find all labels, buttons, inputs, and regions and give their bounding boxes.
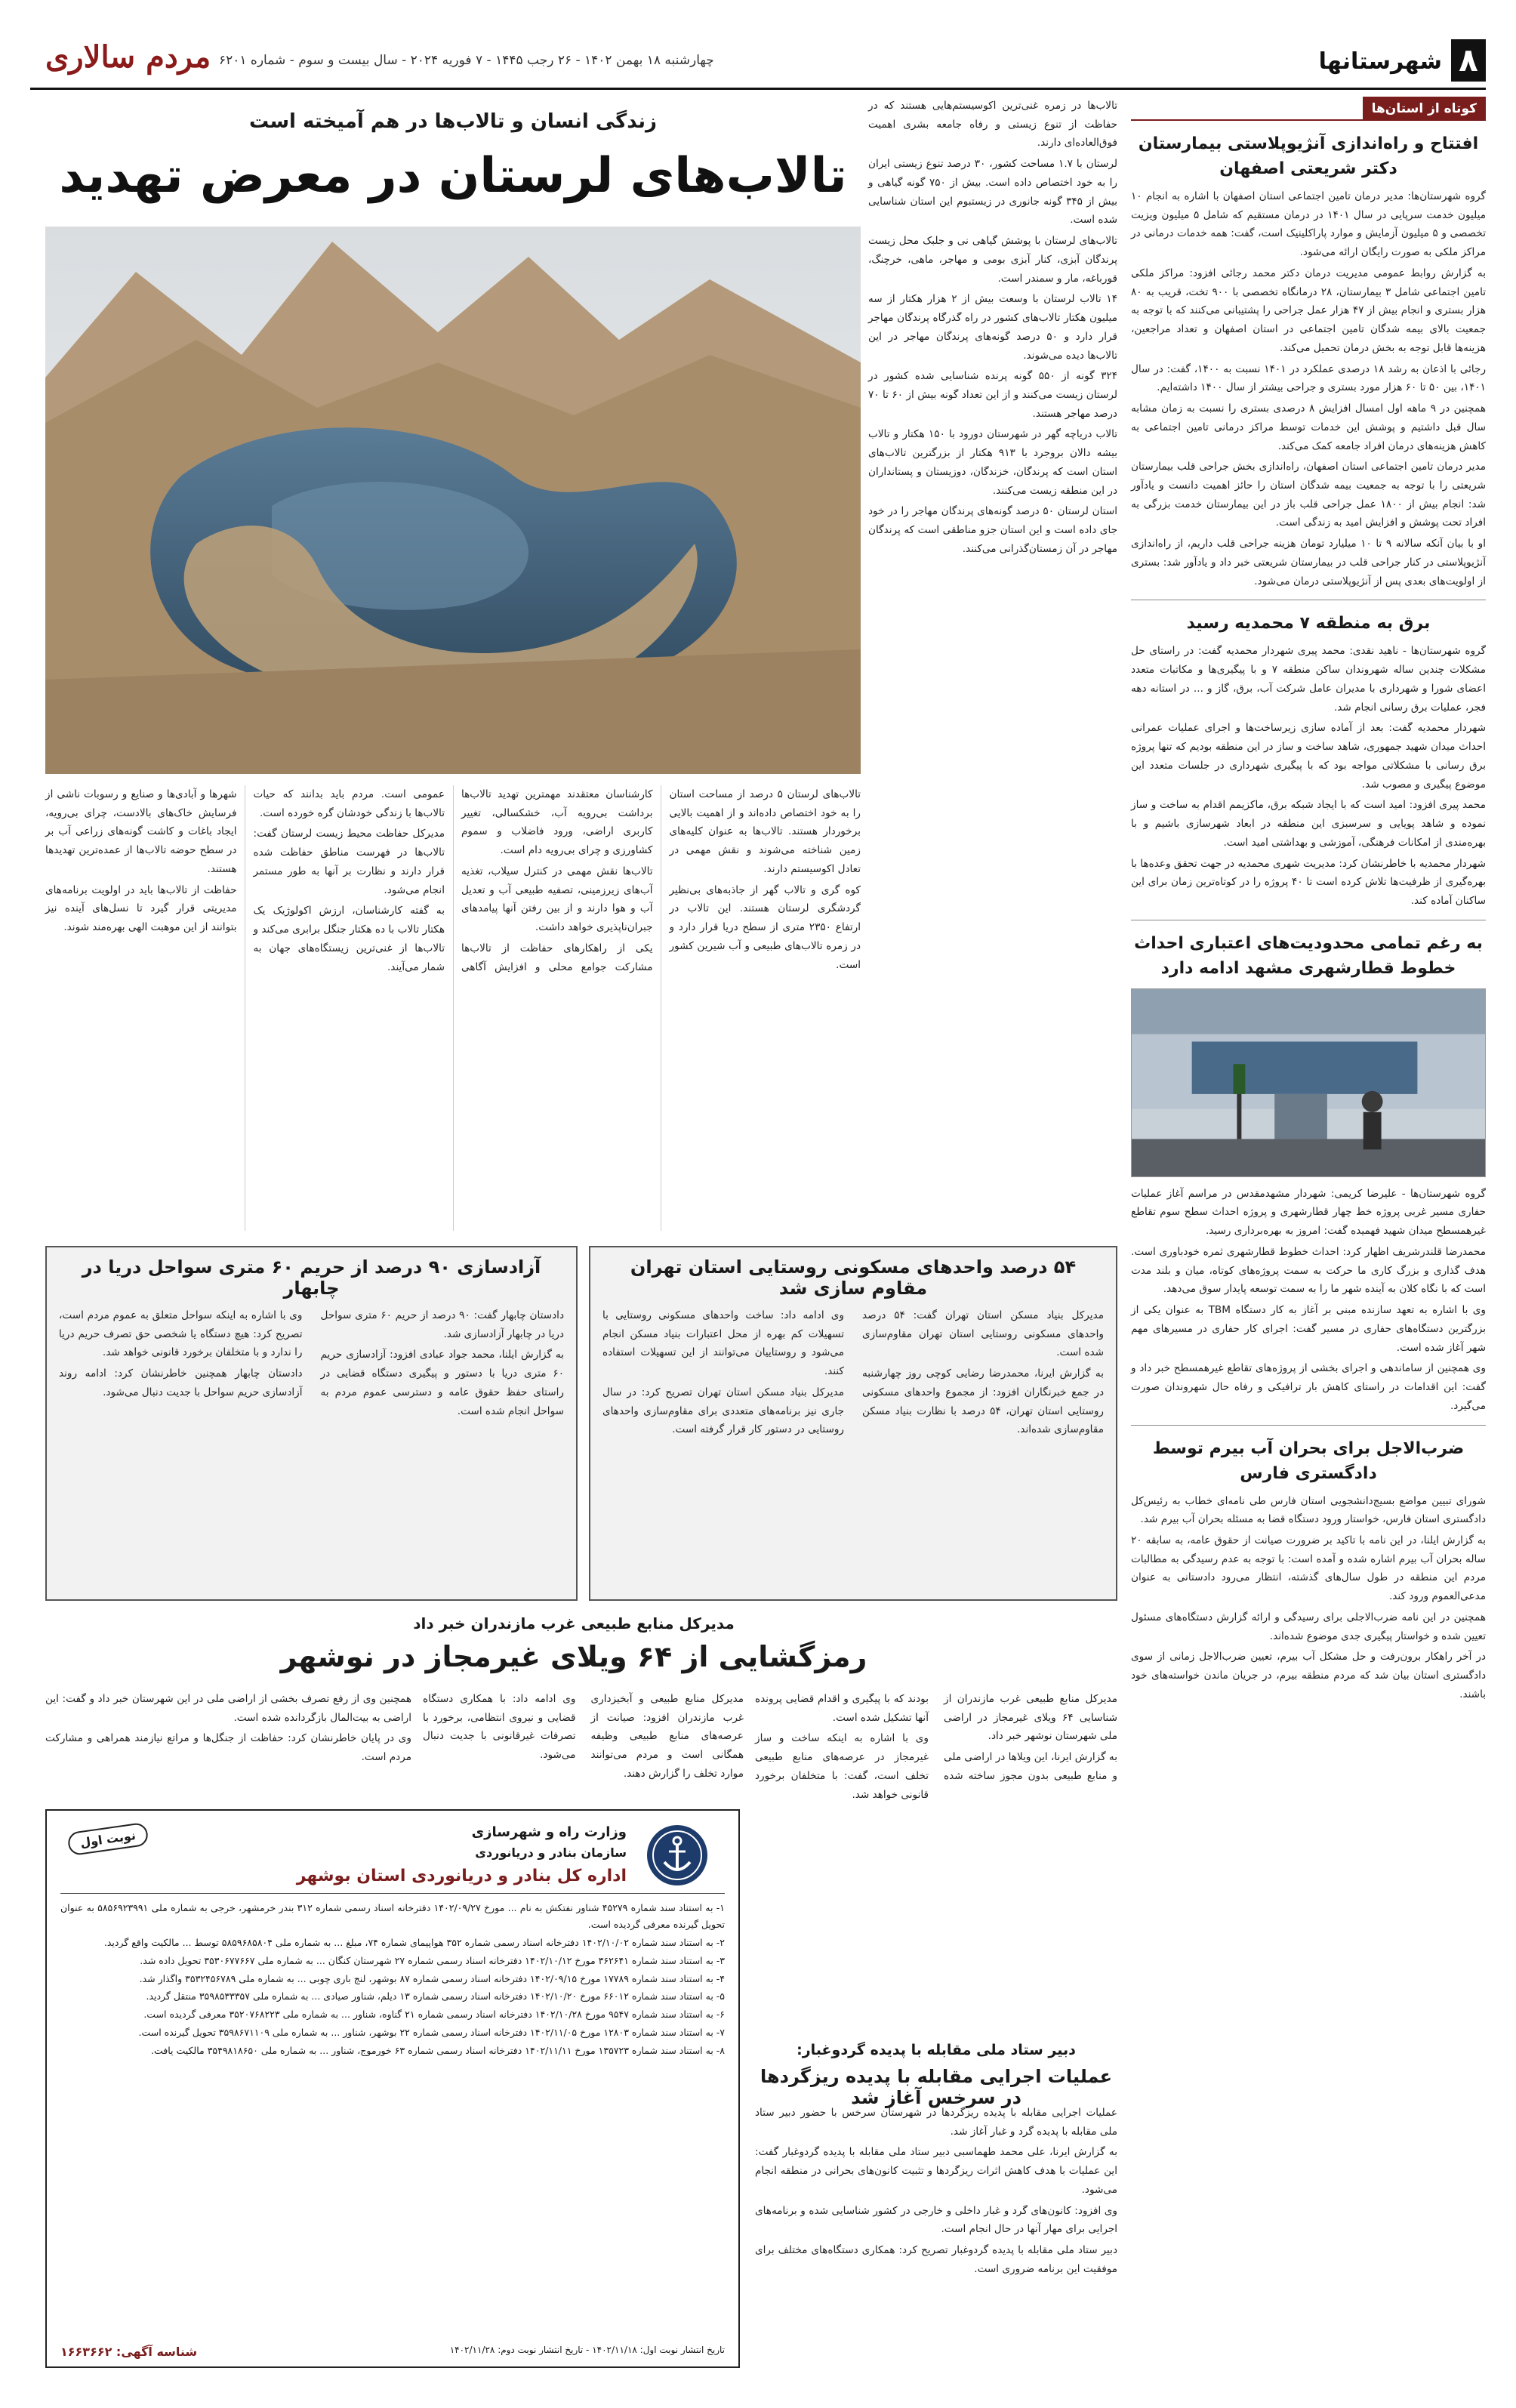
divider xyxy=(1131,1425,1486,1426)
paragraph: همچنین در این نامه ضرب‌الاجلی برای رسیدگی و ارائه گزارش دستگاه‌های مسئول تعیین شده و خواستار پیگیری جدی موضوع شده‌اند. xyxy=(1131,1611,1486,1642)
section2-kicker: مدیرکل منابع طبیعی غرب مازندران خبر داد xyxy=(413,1614,735,1633)
story-body xyxy=(1131,1185,1486,1416)
notice-item: ۱- به استناد سند شماره ۴۵۲۷۹ شناور نفتکش به نام ... مورخ ۱۴۰۲/۰۹/۲۷ دفترخانه اسناد رسمی شماره ۳۱۲ بندر خرمشهر، خرجی به شماره ملی ۵۸۵۶۹۲۳۹۹۱ به عنوان تحویل گیرنده معرفی گردیده است. xyxy=(60,1902,726,1930)
story-title: افتتاح و راه‌اندازی آنژیوپلاستی بیمارستان دکتر شریعتی اصفهان xyxy=(1138,134,1479,178)
paragraph: تالاب‌ها نقش مهمی در کنترل سیلاب، تغذیه آب‌های زیرزمینی، تصفیه طبیعی آب و تعدیل آب و هوا دارند و از بین رفتن آنها پیامدهای جبران‌ناپذیری خواهد داشت. xyxy=(461,865,653,934)
right-news-column xyxy=(1131,97,1486,1707)
paragraph: محمدرضا قلندرشریف اظهار کرد: احداث خطوط قطارشهری ثمره خودباوری است. هدف گذاری و بزرگ کاری ما حرکت به سمت پروژه‌های کوتاه، میان و بلند مدت است که با نگاه کلان به آینده شهر ما را به سمت توسعه پایدار سوق می‌دهد. xyxy=(1131,1245,1486,1296)
paragraph: تالاب‌های لرستان با پوشش گیاهی نی و جلبک محل زیست پرندگان آبزی، کنار آبزی بومی و مهاجر، ماهی، خرچنگ، قورباغه، مار و سمندر است. xyxy=(868,235,1117,285)
story-title: ضرب‌الاجل برای بحران آب بیرم توسط دادگستری فارس xyxy=(1152,1438,1465,1483)
paragraph: مدیرکل بنیاد مسکن استان تهران تصریح کرد: در سال جاری نیز برنامه‌های متعددی برای مقاوم‌سازی واحدهای روستایی در دستور کار قرار گرفته است. xyxy=(602,1386,844,1436)
chabahar-coast-box xyxy=(45,1246,578,1601)
bottom-headline: عملیات اجرایی مقابله با پدیده ریزگردها در سرخس آغاز شد xyxy=(760,2066,1113,2108)
notice-ministry: وزارت راه و شهرسازی xyxy=(471,1824,627,1840)
section2-columns-c xyxy=(45,1690,411,1769)
paragraph: دادستان چابهار همچنین خاطرنشان کرد: ادامه روند آزادسازی حریم سواحل با جدیت دنبال می‌شود. xyxy=(59,1367,303,1398)
bottom-kicker: دبیر ستاد ملی مقابله با پدیده گردوغبار: xyxy=(797,2042,1076,2058)
masthead-rule xyxy=(30,88,1486,90)
paragraph: مدیرکل حفاظت محیط زیست لرستان گفت: تالاب‌ها در فهرست مناطق حفاظت شده قرار دارند و نظارت بر آنها به طور مستمر انجام می‌شود. xyxy=(253,828,445,896)
paragraph: به گزارش ایلنا، محمد جواد عبادی افزود: آزادسازی حریم ۶۰ متری دریا با دستور و پیگیری دستگاه قضایی در راستای حفظ حقوق عامه و دسترسی عموم مردم به سواحل انجام شده است. xyxy=(320,1349,564,1417)
paragraph: تالاب‌ها در زمره غنی‌ترین اکوسیستم‌هایی هستند که در حفاظت از تنوع زیستی و رفاه جامعه بشری اهمیت فوق‌العاده‌ای دارند. xyxy=(868,100,1117,150)
ceremony-photo xyxy=(1131,988,1486,1177)
paragraph: دبیر ستاد ملی مقابله با پدیده گردوغبار تصریح کرد: همکاری دستگاه‌های مختلف برای موفقیت این برنامه ضروری است. xyxy=(755,2244,1117,2275)
notice-office: اداره کل بنادر و دریانوردی استان بوشهر xyxy=(296,1867,627,1885)
story-title: به رغم تمامی محدودیت‌های اعتباری احداث خطوط قطارشهری مشهد ادامه دارد xyxy=(1134,933,1483,978)
paragraph: به گفته کارشناسان، ارزش اکولوژیک یک هکتار تالاب با ده هکتار جنگل برابری می‌کند و تالاب‌ها از غنی‌ترین زیستگاه‌های جهان به شمار می‌آیند. xyxy=(253,905,445,973)
paragraph: وی با اشاره به اینکه سواحل متعلق به عموم مردم است، تصریح کرد: هیچ دستگاه یا شخصی حق تصرف حریم دریا را ندارد و با متخلفان برخورد قانونی خواهد شد. xyxy=(59,1309,303,1359)
story-title: برق به منطقه ۷ محمدیه رسید xyxy=(1186,614,1431,634)
notice-item: ۴- به استناد سند شماره ۱۷۷۸۹ مورخ ۱۴۰۲/۰۹/۱۵ دفترخانه اسناد رسمی شماره ۸۷ بوشهر، لنج باری چوبی ... به شماره ملی ۳۵۳۲۴۵۶۷۸۹ واگذار شد. xyxy=(139,1972,725,1984)
main-article-columns xyxy=(45,785,861,1231)
paragraph: در آخر راهکار برون‌رفت و حل مشکل آب بیرم، تعیین ضرب‌الاجل زمانی از سوی دادگستری استان بیان شد که مردم منطقه بیرم، در جریان ماندن خواسته‌های خود باشند. xyxy=(1131,1651,1486,1700)
main-lead-column xyxy=(868,97,1117,561)
section-tag: کوتاه از استان‌ها xyxy=(1363,97,1486,121)
notice-round-badge: نوبت اول xyxy=(66,1822,149,1856)
paragraph: وی همچنین از ساماندهی و اجرای بخشی از پروژه‌های تقاطع غیرهمسطح خبر داد و گفت: این اقدامات در راستای کاهش بار ترافیکی و رفاه حال شهروندان صورت می‌گیرد. xyxy=(1131,1362,1486,1412)
paragraph: او با بیان آنکه سالانه ۹ تا ۱۰ میلیارد تومان هزینه جراحی قلب داریم، از راه‌اندازی آنژیوپلاستی در کنار جراحی قلب در بیمارستان شریعتی خبر داد و یادآور شد: بستری از اولویت‌های بعدی پس از آنژیوپلاستی درمان می‌شود. xyxy=(1131,538,1486,587)
paragraph: گروه شهرستان‌ها - علیرضا کریمی: شهردار مشهدمقدس در مراسم آغاز عملیات حفاری مسیر غربی پروژه خط چهار قطارشهری و پروژه احداث سطح سوم تقاطع غیرهمسطح میدان شهید فهمیده گفت: امروز به بهره‌برداری رسید. xyxy=(1131,1187,1486,1238)
paragraph: شورای تبیین مواضع بسیج‌دانشجویی استان فارس طی نامه‌ای خطاب به رئیس‌کل دادگستری استان فارس، خواستار ورود دستگاه قضا به مسئله بحران آب بیرم شد. xyxy=(1131,1494,1486,1526)
paragraph: وی با اشاره به تعهد سازنده مبنی بر آغاز به کار دستگاه TBM به عنوان یکی از بزرگترین دستگاه‌های حفاری در مسیر گفت: اجرای کار حفاری در مسیرهای مهم شهر آغاز شده است. xyxy=(1131,1304,1486,1354)
paragraph: شهردار محمدیه با خاطرنشان کرد: مدیریت شهری محمدیه در جهت تحقق وعده‌ها با بهره‌گیری از ظرفیت‌ها تلاش کرده است تا ۴۰ پروژه را در کوتاه‌ترین زمان برای این ساکنان آماده کند. xyxy=(1131,857,1486,907)
anchor-emblem-icon xyxy=(645,1823,710,1888)
bottom-story-body xyxy=(755,2104,1117,2281)
story-body xyxy=(1131,1492,1486,1704)
page-number: ۸ xyxy=(1451,39,1486,82)
box-title: ۵۴ درصد واحدهای مسکونی روستایی استان تهران مقاوم سازی شد xyxy=(630,1256,1077,1299)
paragraph: مدیر درمان تامین اجتماعی استان اصفهان، راه‌اندازی بخش جراحی قلب بیمارستان شریعتی را با توجه به جمعیت بیمه شدگان استان را حائز اهمیت دانست و یادآور شد: انجام بیش از ۱۸۰۰ عمل جراحی قلب باز در این بیمارستان خدمت بزرگی به افراد تحت پوشش و افزایش امید به زندگی است. xyxy=(1131,461,1487,529)
box-body xyxy=(59,1306,564,1420)
paragraph: مدیرکل بنیاد مسکن استان تهران گفت: ۵۴ درصد واحدهای مسکونی روستایی استان تهران مقاوم‌سازی شده است. xyxy=(862,1309,1104,1359)
paragraph: شهردار محمدیه گفت: بعد از آماده سازی زیرساخت‌ها و اجرای عملیات عمرانی احداث میدان شهید جمهوری، شاهد ساخت و ساز در این منطقه بودیم که تنها پروژه برق رسانی با مشکلاتی مواجه بود که با پیگیری شهرداری در جلسات متعدد این موضوع پیگیری و مصوب شد. xyxy=(1131,722,1486,791)
notice-footer xyxy=(60,2345,725,2359)
paragraph: گروه شهرستان‌ها: مدیر درمان تامین اجتماعی استان اصفهان با اشاره به انجام ۱۰ میلیون خدمت سرپایی در سال ۱۴۰۱ در درمان مستقیم که شامل ۵ میلیون ویزیت تخصصی و ۵ میلیون آزمایش و موارد پاراکلینیک است، گفت: همه خدمات درمانی در مراکز ملکی به صورت رایگان ارائه می‌شود. xyxy=(1131,190,1486,259)
main-kicker: زندگی انسان و تالاب‌ها در هم آمیخته است xyxy=(248,110,658,133)
paragraph: لرستان با ۱.۷ مساحت کشور، ۳۰ درصد تنوع زیستی ایران را به خود اختصاص داده است. بیش از ۷۵۰ گونه گیاهی و بیش از ۳۴۵ گونه جانوری در زیستبوم این استان شناسایی شده است. xyxy=(868,158,1118,227)
issue-date-line: چهارشنبه ۱۸ بهمن ۱۴۰۲ - ۲۶ رجب ۱۴۴۵ - ۷ فوریه ۲۰۲۴ - سال بیست و سوم - شماره ۶۲۰۱ xyxy=(219,53,714,68)
box-body xyxy=(602,1306,1104,1441)
notice-item: ۳- به استناد سند شماره ۳۶۲۶۴۱ مورخ ۱۴۰۲/۱۰/۱۲ دفترخانه اسناد رسمی شماره ۲۷ شهرستان کنگان ... به شماره ملی ۳۵۳۰۶۷۷۶۶۷ تحویل داده شد. xyxy=(140,1954,725,1966)
main-headline: تالاب‌های لرستان در معرض تهدید xyxy=(59,148,847,204)
masthead xyxy=(0,0,1516,79)
notice-item: ۶- به استناد سند شماره ۹۵۴۷ مورخ ۱۴۰۲/۱۰/۲۸ دفترخانه اسناد رسمی شماره ۲۱ گناوه، شناور ... به شماره ملی ۳۵۲۰۷۶۸۲۲۳ معرفی گردیده است. xyxy=(143,2009,725,2021)
paragraph: کارشناسان معتقدند مهمترین تهدید تالاب‌ها برداشت بی‌رویه آب، خشکسالی، تغییر کاربری اراضی، ورود فاضلاب و سموم کشاورزی و چرای بی‌رویه دام است. xyxy=(461,788,653,857)
notice-item: ۷- به استناد سند شماره ۱۲۸۰۳ مورخ ۱۴۰۲/۱۱/۰۵ دفترخانه اسناد رسمی شماره ۲۲ بوشهر، شناور ... به شماره ملی ۳۵۹۸۶۷۱۱۰۹ تحویل گیرنده است. xyxy=(138,2027,725,2039)
notice-items xyxy=(60,1900,725,2059)
paragraph: یکی از راهکارهای حفاظت از تالاب‌ها مشارکت جوامع محلی و افزایش آگاهی عمومی است. مردم باید بدانند که حیات تالاب‌ها با زندگی خودشان گره خورده است. xyxy=(253,788,653,973)
paragraph: گروه شهرستان‌ها - ناهید نقدی: محمد پیری شهردار محمدیه گفت: در راستای حل مشکلات چندین ساله شهروندان ساکن منطقه ۷ و با پیگیری‌ها و مکاتبات متعدد اعضای شورا و شهرداری با مدیران عامل شرکت آب، برق، گاز و ... در استانه دهه فجر، عملیات برق رسانی انجام شد. xyxy=(1131,645,1486,714)
section2-columns-b xyxy=(423,1690,744,1784)
paragraph: به گزارش ایلنا، در این نامه با تاکید بر ضرورت صیانت از حقوق عامه، به سابقه ۲۰ ساله بحران آب بیرم اشاره شده و آمده است: با توجه به عدم رسیدگی به مطالبات مردم این منطقه در طول سال‌های گذشته، انتظار می‌رود دادستانی به عنوان مدعی‌العموم ورود کند. xyxy=(1131,1534,1486,1603)
paragraph: تالاب‌های لرستان ۵ درصد از مساحت استان را به خود اختصاص داده‌اند و از اهمیت بالایی برخوردار هستند. تالاب‌ها به عنوان کلیه‌های زمین شناخته می‌شوند و نقش مهمی در تعادل اکوسیستم دارند. xyxy=(669,788,861,875)
paragraph: محمد پیری افزود: امید است که با ایجاد شبکه برق، ماکزیمم اقدام به ساخت و ساز نموده و شاهد پویایی و سرسبزی این منطقه در ابعاد شهرسازی باشیم و با بهره‌مندی از امکانات فرهنگی، آموزشی و بهداشتی امید است. xyxy=(1131,799,1486,849)
ceremony-photo-image xyxy=(1132,989,1485,1176)
paragraph: ۳۲۴ گونه از ۵۵۰ گونه پرنده شناسایی شده کشور در لرستان زیست می‌کنند و از این تعداد گونه بیش از ۶۰ تا ۷۰ درصد مهاجر هستند. xyxy=(868,370,1117,420)
section-name: شهرستانها xyxy=(1318,48,1442,75)
ports-authority-notice xyxy=(45,1809,740,2368)
paragraph: شهرها و آبادی‌ها و صنایع و رسوبات ناشی از فرسایش خاک‌های بالادست، چرای بی‌رویه، ایجاد باغات و کاشت گونه‌های زراعی آب بر در سطح حوضه تالاب‌ها از عمده‌ترین تهدیدها هستند. xyxy=(45,788,237,875)
paragraph: به گزارش ایرنا، علی محمد طهماسبی دبیر ستاد ملی مقابله با پدیده گردوغبار گفت: این عملیات با هدف کاهش اثرات ریزگردها و تثبیت کانون‌های بحرانی در منطقه انجام می‌شود. xyxy=(755,2146,1117,2196)
paragraph: استان لرستان ۵۰ درصد گونه‌های پرندگان مهاجر را در خود جای داده است و این استان جزو مناطقی است که پرندگان مهاجر در آن زمستان‌گذرانی می‌کنند. xyxy=(868,505,1118,555)
paragraph: مدیرکل منابع طبیعی و آبخیزداری غرب مازندران افزود: صیانت از عرصه‌های منابع طبیعی وظیفه همگانی است و مردم می‌توانند موارد تخلف را گزارش دهند. xyxy=(590,1693,744,1780)
notice-header xyxy=(60,1820,725,1894)
notice-dates: تاریخ انتشار نوبت اول: ۱۴۰۲/۱۱/۱۸ - تاریخ انتشار نوبت دوم: ۱۴۰۲/۱۱/۲۸ xyxy=(449,2345,725,2355)
paragraph: به گزارش ایرنا، این ویلاها در اراضی ملی و منابع طبیعی بدون مجوز ساخته شده بودند که با پیگیری و اقدام قضایی پرونده آنها تشکیل شده است. xyxy=(755,1693,1117,1782)
paragraph: وی با اشاره به اینکه ساخت و ساز غیرمجاز در عرصه‌های منابع طبیعی تخلف است، گفت: با متخلفان برخورد قانونی خواهد شد. xyxy=(755,1732,929,1801)
section2-columns-a xyxy=(755,1690,1117,1804)
notice-code: شناسه آگهی: ۱۶۶۳۶۶۲ xyxy=(60,2345,198,2359)
paragraph: وی ادامه داد: با همکاری دستگاه قضایی و نیروی انتظامی، برخورد با تصرفات غیرقانونی با جدیت دنبال می‌شود. xyxy=(423,1693,576,1762)
tehran-housing-box xyxy=(589,1246,1117,1601)
wetland-photo-image xyxy=(45,227,861,774)
notice-item: ۸- به استناد سند شماره ۱۳۵۷۲۳ مورخ ۱۴۰۲/۱۱/۱۱ دفترخانه اسناد رسمی شماره ۶۳ خورموج، شناور ... به شماره ملی ۳۵۴۹۸۱۸۶۵۰ مالکیت یافت. xyxy=(150,2045,725,2056)
box-title: آزادسازی ۹۰ درصد از حریم ۶۰ متری سواحل دریا در چابهار xyxy=(82,1256,541,1299)
notice-item: ۵- به استناد سند شماره ۶۶۰۱۲ مورخ ۱۴۰۲/۱۰/۲۰ دفترخانه اسناد رسمی شماره ۱۳ دیلم، شناور صیادی ... به شماره ملی ۳۵۹۸۵۳۳۳۵۷ منتقل گردید. xyxy=(146,1990,725,2003)
paragraph: تالاب دریاچه گهر در شهرستان دورود با ۱۵۰ هکتار و تالاب بیشه دالان بروجرد با ۹۱۳ هکتار از بزرگترین تالاب‌های استان است که پرندگان، خزندگان، دوزیستان و پستانداران در این منطقه زیست می‌کنند. xyxy=(868,428,1117,497)
section2-headline: رمزگشایی از ۶۴ ویلای غیرمجاز در نوشهر xyxy=(280,1640,867,1673)
paragraph: همچنین در ۹ ماهه اول امسال افزایش ۸ درصدی بستری را نسبت به زمان مشابه سال قبل داشتیم و پوشش این خدمات توسط مراکز درمانی تامین اجتماعی به کاهش هزینه‌های درمان افراد جامعه کمک می‌کند. xyxy=(1131,402,1486,452)
paragraph: وی در پایان خاطرنشان کرد: حفاظت از جنگل‌ها و مراتع نیازمند همراهی و مشارکت مردم است. xyxy=(45,1732,411,1764)
paragraph: مدیرکل منابع طبیعی غرب مازندران از شناسایی ۶۴ ویلای غیرمجاز در اراضی ملی شهرستان نوشهر خبر داد. xyxy=(944,1693,1117,1743)
notice-item: ۲- به استناد سند شماره ۱۴۰۲/۱۰/۰۲ دفترخانه اسناد رسمی شماره ۳۵۲ هواپیمای شماره ۷۴، مبلغ ... به شماره ملی ۵۸۵۹۶۸۵۸۰۴ توسط ... مالکیت واقع گردید. xyxy=(103,1936,725,1948)
paragraph: وی ادامه داد: ساخت واحدهای مسکونی روستایی با تسهیلات کم بهره از محل اعتبارات بنیاد مسکن انجام می‌شود و روستاییان می‌توانند از این تسهیلات استفاده کنند. xyxy=(602,1309,844,1378)
paragraph: حفاظت از تالاب‌ها باید در اولویت برنامه‌های مدیریتی قرار گیرد تا نسل‌های آینده نیز بتوانند از این موهبت الهی بهره‌مند شوند. xyxy=(45,883,237,934)
paragraph: رجائی با اذعان به رشد ۱۸ درصدی عملکرد در ۱۴۰۱ نسبت به ۱۴۰۰، گفت: در سال ۱۴۰۱، بین ۵۰ تا ۶۰ هزار مورد بستری و جراحی بیشتر از سال ۱۴۰۰ داشته‌ایم. xyxy=(1131,362,1487,394)
wetland-photo xyxy=(45,227,861,774)
paragraph: دادستان چابهار گفت: ۹۰ درصد از حریم ۶۰ متری سواحل دریا در چابهار آزادسازی شد. xyxy=(320,1309,564,1340)
paragraph: به گزارش روابط عمومی مدیریت درمان دکتر محمد رجائی افزود: مراکز ملکی تامین اجتماعی شامل ۳ بیمارستان، ۲۸ درمانگاه تخصصی با ۹۰۰ تخت، قریب به ۸۰ هزار بستری و انجام بیش از ۴۷ هزار عمل جراحی را پشتیبانی می‌کنند که با توجه به جمعیت بالای بیمه شدگان تامین اجتماعی در استان اصفهان و تعداد مراجعین، هزینه‌ها قابل توجه به بخش درمان تحمیل می‌کند. xyxy=(1131,267,1487,354)
paragraph: همچنین وی از رفع تصرف بخشی از اراضی ملی در این شهرستان خبر داد و گفت: این اراضی به بیت‌المال بازگردانده شده است. xyxy=(45,1693,411,1724)
notice-organization: سازمان بنادر و دریانوردی xyxy=(475,1845,627,1860)
paragraph: کوه گری و تالاب گهر از جاذبه‌های بی‌نظیر گردشگری لرستان هستند. این تالاب در ارتفاع ۲۳۵۰ متری از سطح دریا قرار دارد و در زمره تالاب‌های طبیعی و آب شیرین کشور است. xyxy=(669,883,861,971)
newspaper-brand: مردم سالاری xyxy=(45,39,211,75)
paragraph: وی افزود: کانون‌های گرد و غبار داخلی و خارجی در کشور شناسایی شده و برنامه‌های اجرایی برای مهار آنها در حال انجام است. xyxy=(755,2204,1117,2236)
paragraph: به گزارش ایرنا، محمدرضا رضایی کوچی روز چهارشنبه در جمع خبرنگاران افزود: از مجموع واحدهای مسکونی روستایی استان تهران، ۵۴ درصد با نظارت بنیاد مسکن مقاوم‌سازی شده‌اند. xyxy=(862,1367,1104,1436)
paragraph: ۱۴ تالاب لرستان با وسعت بیش از ۲ هزار هکتار از سه میلیون هکتار تالاب‌های کشور در راه گذرگاه پرندگان مهاجر قرار دارد و ۵۰ درصد گونه‌های پرندگان مهاجر در این تالاب‌ها دیده می‌شوند. xyxy=(868,293,1117,362)
story-body xyxy=(1131,642,1486,910)
paragraph: عملیات اجرایی مقابله با پدیده ریزگردها در شهرستان سرخس با حضور دبیر ستاد ملی مقابله با پدیده گرد و غبار آغاز شد. xyxy=(755,2107,1117,2138)
story-body xyxy=(1131,187,1486,590)
